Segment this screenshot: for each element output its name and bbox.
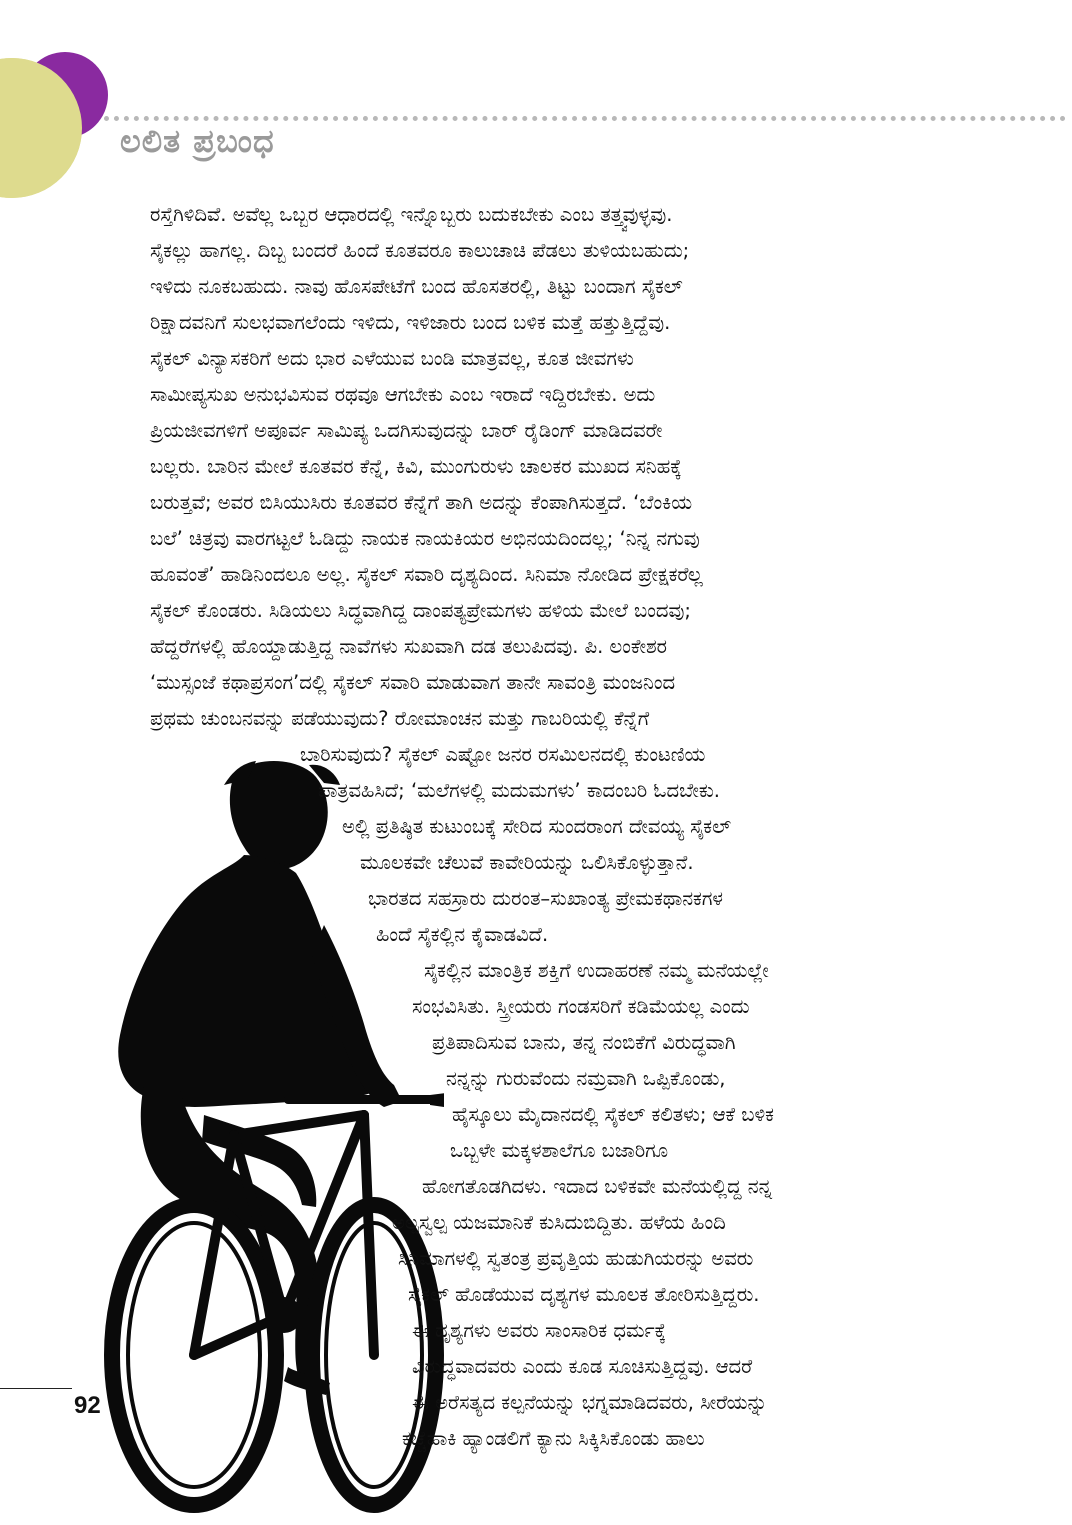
body-line: ನನ್ನನ್ನು ಗುರುವೆಂದು ನಮ್ರವಾಗಿ ಒಪ್ಪಿಕೊಂಡು, bbox=[446, 1067, 726, 1090]
body-line: ಪಾತ್ರವಹಿಸಿದೆ; ‘ಮಲೆಗಳಲ್ಲಿ ಮದುಮಗಳು’ ಕಾದಂಬರಿ ಓದಬೇಕು. bbox=[318, 779, 720, 802]
header-dotted-rule bbox=[104, 116, 1066, 121]
body-line: ಭಾರತದ ಸಹಸ್ರಾರು ದುರಂತ–ಸುಖಾಂತ್ಯ ಪ್ರೇಮಕಥಾನಕಗಳ bbox=[368, 887, 723, 910]
body-line: ಬಾರಿಸುವುದು? ಸೈಕಲ್ ಎಷ್ಟೋ ಜನರ ರಸಮಿಲನದಲ್ಲಿ ಕುಂಟಣಿಯ bbox=[300, 743, 706, 766]
body-line: ಹೂವಂತೆ’ ಹಾಡಿನಿಂದಲೂ ಅಲ್ಲ. ಸೈಕಲ್ ಸವಾರಿ ದೃಶ್ಯದಿಂದ. ಸಿನಿಮಾ ನೋಡಿದ ಪ್ರೇಕ್ಷಕರೆಲ್ಲ bbox=[150, 563, 703, 586]
body-line: ಸೈಕಲ್ ಹೊಡೆಯುವ ದೃಶ್ಯಗಳ ಮೂಲಕ ತೋರಿಸುತ್ತಿದ್ದರು. bbox=[408, 1283, 760, 1306]
body-line: ಮೂಲಕವೇ ಚೆಲುವೆ ಕಾವೇರಿಯನ್ನು ಒಲಿಸಿಕೊಳ್ಳುತ್ತಾನೆ. bbox=[360, 851, 694, 874]
body-line: ಬಲ್ಲರು. ಬಾರಿನ ಮೇಲೆ ಕೂತವರ ಕೆನ್ನೆ, ಕಿವಿ, ಮುಂಗುರುಳು ಚಾಲಕರ ಮುಖದ ಸನಿಹಕ್ಕೆ bbox=[150, 455, 682, 478]
body-line: ಸೈಕಲ್ಲು ಹಾಗಲ್ಲ. ದಿಬ್ಬ ಬಂದರೆ ಹಿಂದೆ ಕೂತವರೂ ಕಾಲುಚಾಚಿ ಪೆಡಲು ತುಳಿಯಬಹುದು; bbox=[150, 239, 690, 262]
body-line: ಒಬ್ಬಳೇ ಮಕ್ಕಳಶಾಲೆಗೂ ಬಜಾರಿಗೂ bbox=[450, 1139, 669, 1162]
section-title: ಲಲಿತ ಪ್ರಬಂಧ bbox=[120, 122, 275, 160]
body-line: ‘ಮುಸ್ಸಂಜೆ ಕಥಾಪ್ರಸಂಗ’ದಲ್ಲಿ ಸೈಕಲ್ ಸವಾರಿ ಮಾಡುವಾಗ ತಾನೇ ಸಾವಂತ್ರಿ ಮಂಜನಿಂದ bbox=[150, 671, 676, 694]
page-number: 92 bbox=[74, 1392, 101, 1419]
body-line: ಸಿನಿಮಾಗಳಲ್ಲಿ ಸ್ವತಂತ್ರ ಪ್ರವೃತ್ತಿಯ ಹುಡುಗಿಯರನ್ನು ಅವರು bbox=[398, 1247, 754, 1270]
body-line: ಸಾಮೀಪ್ಯಸುಖ ಅನುಭವಿಸುವ ರಥವೂ ಆಗಬೇಕು ಎಂಬ ಇರಾದೆ ಇದ್ದಿರಬೇಕು. ಅದು bbox=[150, 383, 656, 406]
body-line: ಸೈಕಲ್ ವಿನ್ಯಾಸಕರಿಗೆ ಅದು ಭಾರ ಎಳೆಯುವ ಬಂಡಿ ಮಾತ್ರವಲ್ಲ, ಕೂತ ಜೀವಗಳು bbox=[150, 347, 634, 370]
body-line: ಹೈಸ್ಕೂಲು ಮೈದಾನದಲ್ಲಿ ಸೈಕಲ್ ಕಲಿತಳು; ಆಕೆ ಬಳಿಕ bbox=[452, 1103, 774, 1126]
body-line: ಸೈಕಲ್ ಕೊಂಡರು. ಸಿಡಿಯಲು ಸಿದ್ಧವಾಗಿದ್ದ ದಾಂಪತ್ಯಪ್ರೇಮಗಳು ಹಳಿಯ ಮೇಲೆ ಬಂದವು; bbox=[150, 599, 691, 622]
body-line: ಹಿಂದೆ ಸೈಕಲ್ಲಿನ ಕೈವಾಡವಿದೆ. bbox=[376, 923, 549, 946]
body-line: ವಿರುದ್ಧವಾದವರು ಎಂದು ಕೂಡ ಸೂಚಿಸುತ್ತಿದ್ದವು. ಆದರೆ bbox=[412, 1355, 753, 1378]
body-line: ಹೋಗತೊಡಗಿದಳು. ಇದಾದ ಬಳಿಕವೇ ಮನೆಯಲ್ಲಿದ್ದ ನನ್ನ bbox=[422, 1175, 773, 1198]
body-line: ರಸ್ತೆಗಿಳಿದಿವೆ. ಅವೆಲ್ಲ ಒಬ್ಬರ ಆಧಾರದಲ್ಲಿ ಇನ್ನೊಬ್ಬರು ಬದುಕಬೇಕು ಎಂಬ ತತ್ತ್ವವುಳ್ಳವು. bbox=[150, 203, 673, 226]
body-line: ಬರುತ್ತವೆ; ಅವರ ಬಿಸಿಯುಸಿರು ಕೂತವರ ಕೆನ್ನೆಗೆ ತಾಗಿ ಅದನ್ನು ಕೆಂಪಾಗಿಸುತ್ತದೆ. ‘ಬೆಂಕಿಯ bbox=[150, 491, 693, 514]
body-line: ಸಂಭವಿಸಿತು. ಸ್ತ್ರೀಯರು ಗಂಡಸರಿಗೆ ಕಡಿಮೆಯಲ್ಲ ಎಂದು bbox=[412, 995, 750, 1018]
body-line: ಈ ದೃಶ್ಯಗಳು ಅವರು ಸಾಂಸಾರಿಕ ಧರ್ಮಕ್ಕೆ bbox=[412, 1319, 667, 1342]
body-line: ಹೆದ್ದರೆಗಳಲ್ಲಿ ಹೊಯ್ದಾಡುತ್ತಿದ್ದ ನಾವೆಗಳು ಸುಖವಾಗಿ ದಡ ತಲುಪಿದವು. ಪಿ. ಲಂಕೇಶರ bbox=[150, 635, 668, 658]
body-line: ಇಳಿದು ನೂಕಬಹುದು. ನಾವು ಹೊಸಪೇಟೆಗೆ ಬಂದ ಹೊಸತರಲ್ಲಿ, ತಿಟ್ಟು ಬಂದಾಗ ಸೈಕಲ್ bbox=[150, 275, 683, 298]
body-line: ಈ ಅರೆಸತ್ಯದ ಕಲ್ಪನೆಯನ್ನು ಭಗ್ನಮಾಡಿದವರು, ಸೀರೆಯನ್ನು bbox=[412, 1391, 768, 1414]
body-line: ಪ್ರತಿಪಾದಿಸುವ ಬಾನು, ತನ್ನ ನಂಬಿಕೆಗೆ ವಿರುದ್ಧವಾಗಿ bbox=[432, 1031, 736, 1054]
body-line: ರಿಕ್ಷಾದವನಿಗೆ ಸುಲಭವಾಗಲೆಂದು ಇಳಿದು, ಇಳಿಜಾರು ಬಂದ ಬಳಿಕ ಮತ್ತೆ ಹತ್ತುತ್ತಿದ್ದೆವು. bbox=[150, 311, 671, 334]
body-line: ಪ್ರಥಮ ಚುಂಬನವನ್ನು ಪಡೆಯುವುದು? ರೋಮಾಂಚನ ಮತ್ತು ಗಾಬರಿಯಲ್ಲಿ ಕೆನ್ನೆಗೆ bbox=[150, 707, 650, 730]
body-line: ಕಚ್ಚೆಹಾಕಿ ಹ್ಯಾಂಡಲಿಗೆ ಕ್ಯಾನು ಸಿಕ್ಕಿಸಿಕೊಂಡು ಹಾಲು bbox=[402, 1427, 705, 1450]
body-line: ಅಲ್ಲಿ ಪ್ರತಿಷ್ಠಿತ ಕುಟುಂಬಕ್ಕೆ ಸೇರಿದ ಸುಂದರಾಂಗ ದೇವಯ್ಯ ಸೈಕಲ್ bbox=[342, 815, 732, 838]
body-line: ಬಲೆ’ ಚಿತ್ರವು ವಾರಗಟ್ಟಲೆ ಓಡಿದ್ದು ನಾಯಕ ನಾಯಕಿಯರ ಅಭಿನಯದಿಂದಲ್ಲ; ‘ನಿನ್ನ ನಗುವು bbox=[150, 527, 700, 550]
body-line: ಅಲ್ಪಸ್ವಲ್ಪ ಯಜಮಾನಿಕೆ ಕುಸಿದುಬಿದ್ದಿತು. ಹಳೆಯ ಹಿಂದಿ bbox=[392, 1211, 726, 1234]
footer-rule bbox=[0, 1388, 72, 1389]
body-line: ಸೈಕಲ್ಲಿನ ಮಾಂತ್ರಿಕ ಶಕ್ತಿಗೆ ಉದಾಹರಣೆ ನಮ್ಮ ಮನೆಯಲ್ಲೇ bbox=[424, 959, 769, 982]
body-line: ಪ್ರಿಯಜೀವಗಳಿಗೆ ಅಪೂರ್ವ ಸಾಮಿಪ್ಯ ಒದಗಿಸುವುದನ್ನು ಬಾರ್ ರೈಡಿಂಗ್ ಮಾಡಿದವರೇ bbox=[150, 419, 663, 442]
cyclist-silhouette-illustration bbox=[84, 755, 444, 1515]
